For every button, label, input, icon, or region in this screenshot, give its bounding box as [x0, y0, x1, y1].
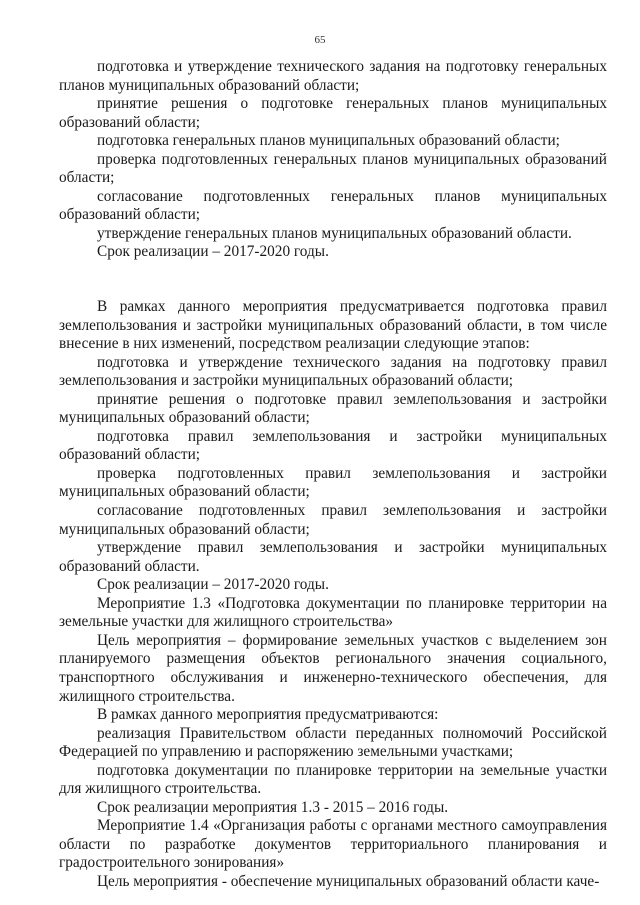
paragraph-gap: [59, 280, 607, 298]
paragraph: принятие решения о подготовке генеральных планов муниципальных образований области;: [59, 95, 607, 131]
paragraph: согласование подготовленных генеральных планов муниципальных образований области;: [59, 187, 607, 224]
paragraph: подготовка и утверждение технического задания на подготовку генеральных планов муниципальных образований области;: [59, 58, 607, 94]
paragraph: утверждение генеральных планов муниципальных образований области.: [97, 224, 572, 242]
paragraph: Цель мероприятия – формирование земельных участков с выделением зон планируемого размещения объектов регионального значения социального, транспортного обслуживания и инженерно-технического обеспечения, для жилищного строительства.: [59, 631, 607, 705]
paragraph: реализация Правительством области переданных полномочий Российской Федерацией по управлению и распоряжению земельными участками;: [59, 724, 607, 761]
page-number: 65: [314, 34, 326, 46]
deadline-paragraph: Срок реализации – 2017-2020 годы.: [97, 243, 329, 261]
paragraph: согласование подготовленных правил землепользования и застройки муниципальных образований области;: [59, 502, 607, 538]
measure-heading: Мероприятие 1.3 «Подготовка документации по планировке территории на земельные участки для жилищного строительства»: [59, 594, 607, 631]
paragraph-gap: [59, 262, 607, 280]
paragraph: В рамках данного мероприятия предусматривается подготовка правил землепользования и застройки муниципальных образований области, в том числе внесение в них изменений, посредством реализации следующие этапов:: [59, 298, 607, 353]
deadline-paragraph: Срок реализации мероприятия 1.3 - 2015 – 2016 годы.: [97, 798, 449, 816]
paragraph: утверждение правил землепользования и застройки муниципальных образований области.: [59, 539, 607, 575]
paragraph: В рамках данного мероприятия предусматриваются:: [97, 706, 439, 724]
paragraph: подготовка и утверждение технического задания на подготовку правил землепользования и застройки муниципальных образований области;: [59, 353, 607, 390]
measure-heading: Мероприятие 1.4 «Организация работы с органами местного самоуправления области по разработке документов территориального планирования и градостроительного зонирования»: [59, 817, 607, 872]
paragraph: подготовка генеральных планов муниципальных образований области;: [97, 132, 560, 150]
paragraph: Цель мероприятия - обеспечение муниципальных образований области каче-: [97, 872, 600, 890]
paragraph: подготовка документации по планировке территории на земельные участки для жилищного строительства.: [59, 761, 607, 798]
deadline-paragraph: Срок реализации – 2017-2020 годы.: [97, 576, 329, 594]
paragraph: проверка подготовленных генеральных планов муниципальных образований области;: [59, 150, 607, 187]
document-body: [59, 58, 607, 892]
paragraph: принятие решения о подготовке правил землепользования и застройки муниципальных образований области;: [59, 390, 607, 427]
paragraph: подготовка правил землепользования и застройки муниципальных образований области;: [59, 427, 607, 464]
paragraph: проверка подготовленных правил землепользования и застройки муниципальных образований области;: [59, 464, 607, 501]
